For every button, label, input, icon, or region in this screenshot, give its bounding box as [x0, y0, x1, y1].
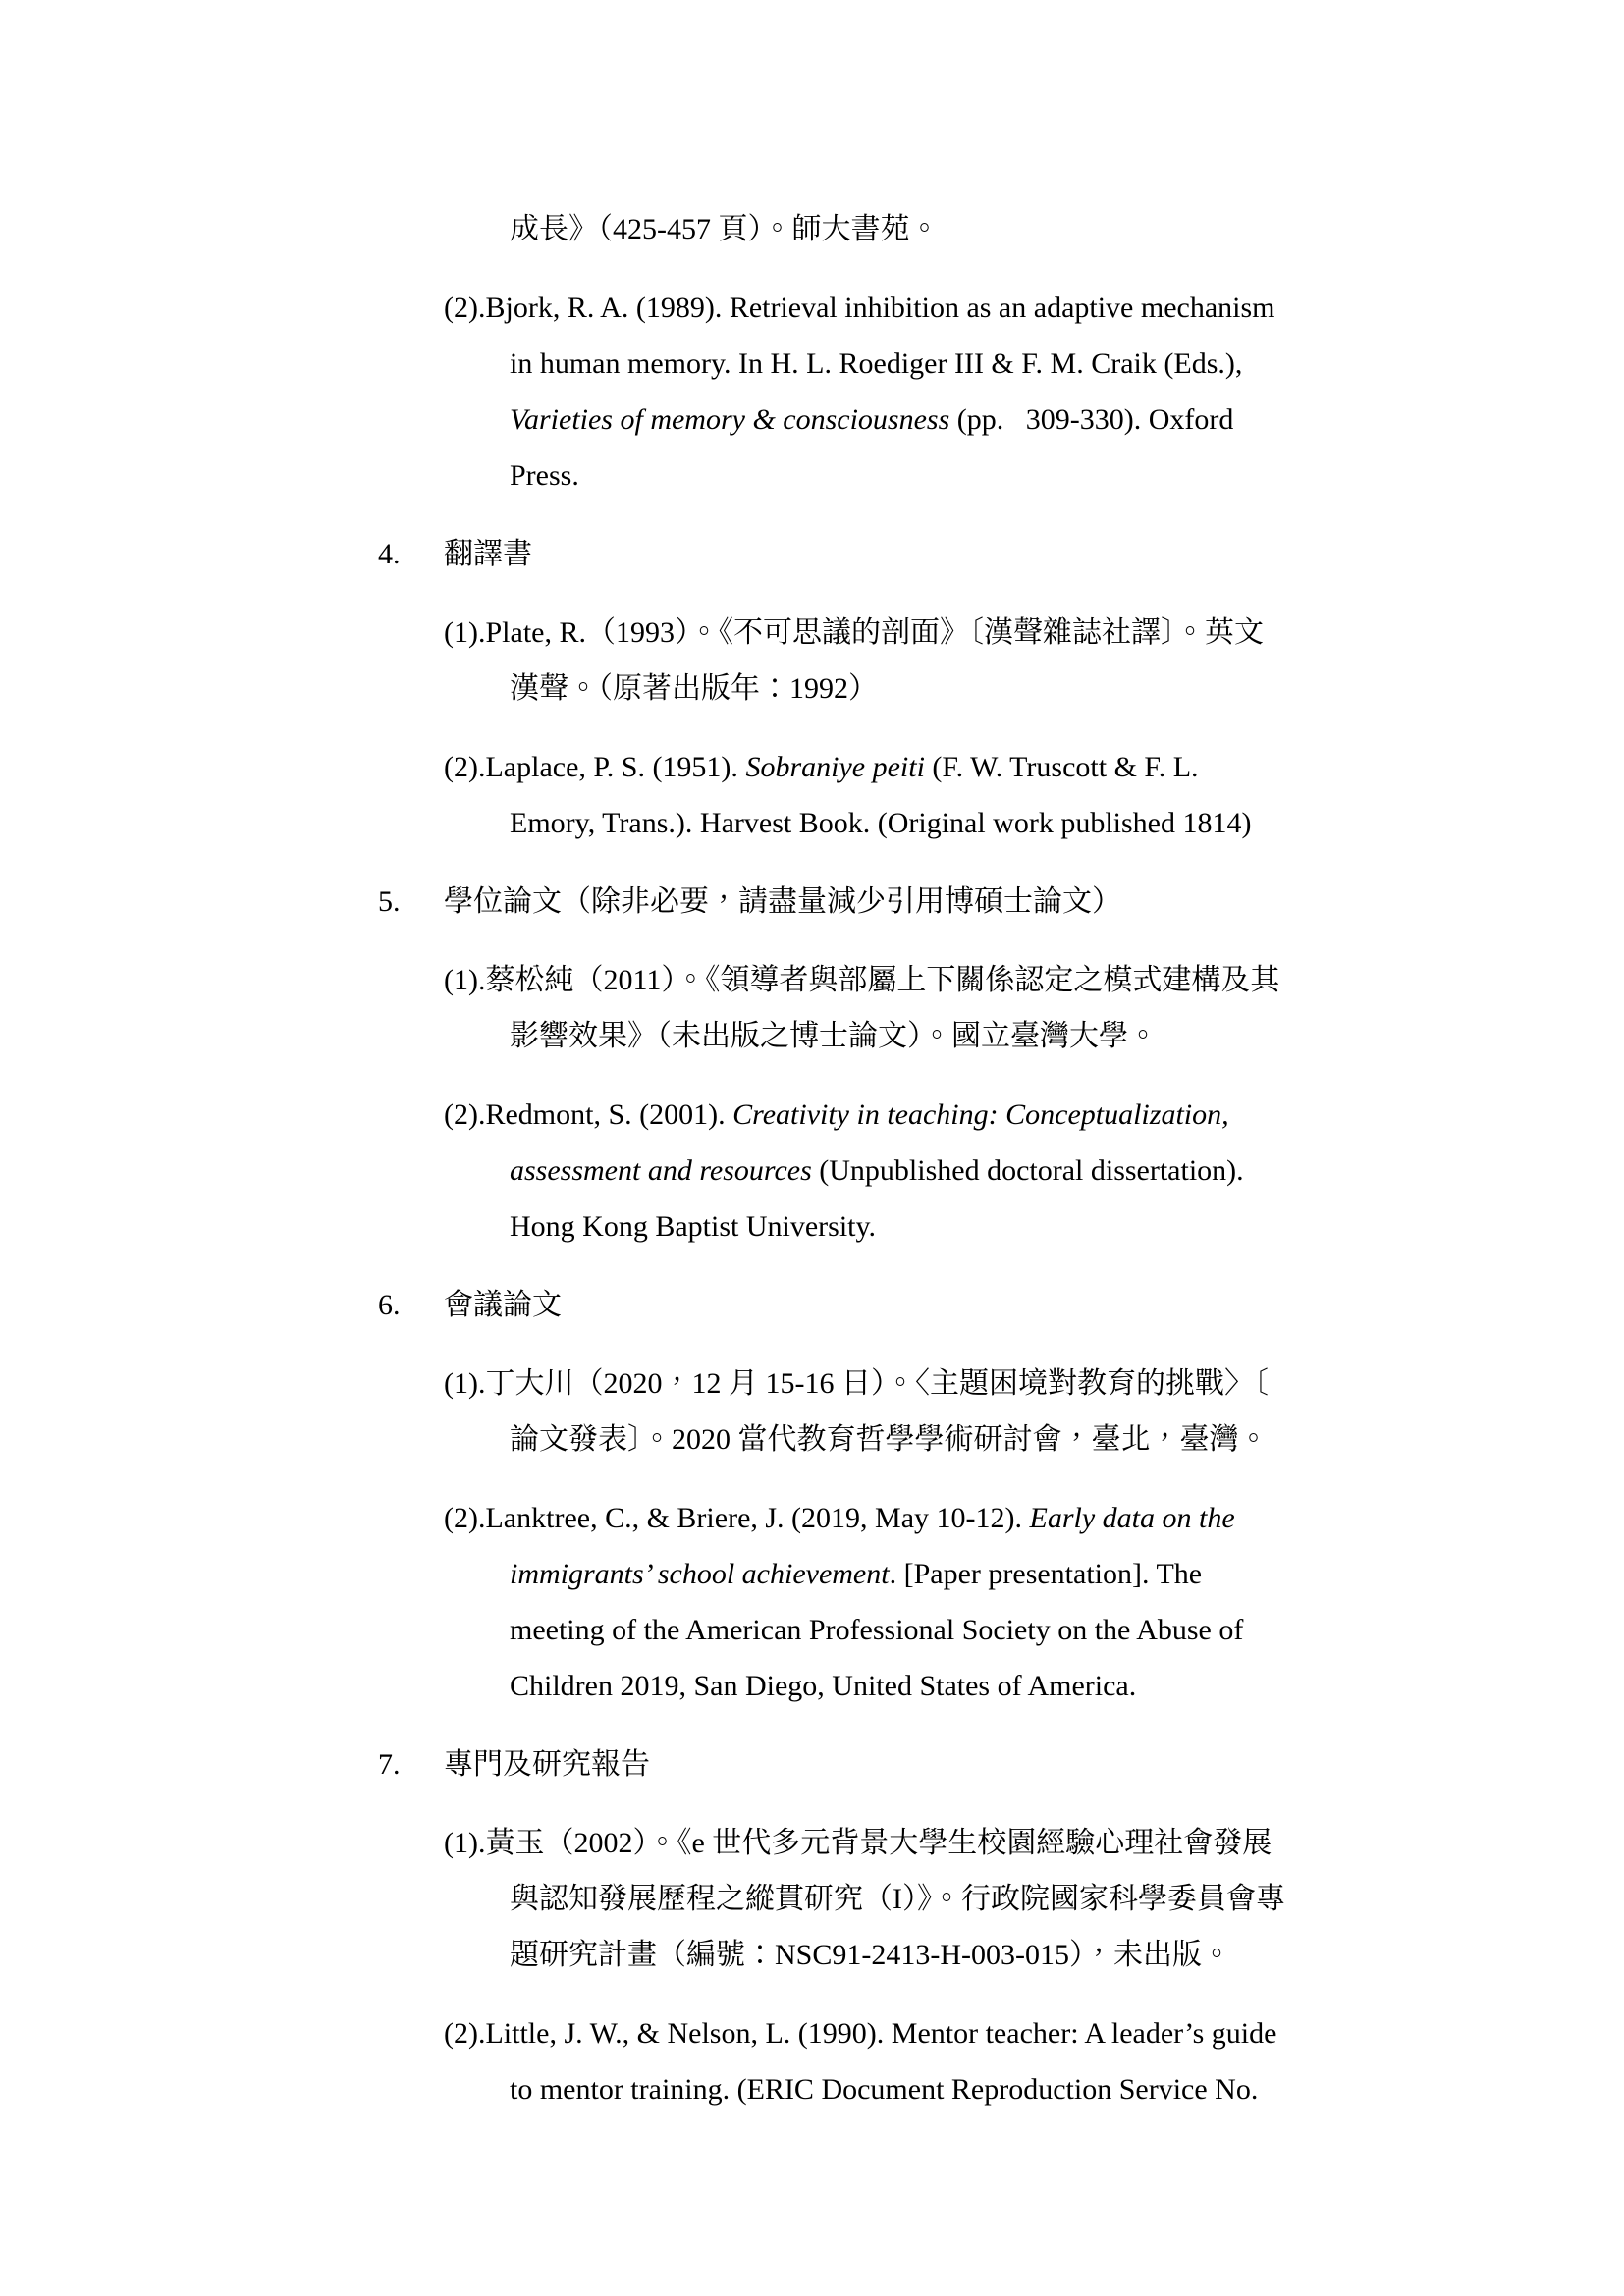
citation-line	[510, 201, 1624, 257]
citation-line	[510, 1008, 1624, 1064]
text-segment: (2).Lanktree, C., & Briere, J. (2019, May 10-12).	[444, 1502, 1030, 1534]
citation-item	[0, 1356, 1624, 1468]
text-segment: (2).Little, J. W., & Nelson, L. (1990). Mentor teacher: A leader’s guide	[444, 2017, 1277, 2050]
citation-line	[510, 1412, 1624, 1468]
text-segment: (2).Redmont, S. (2001).	[444, 1098, 733, 1131]
text-segment: to mentor training. (ERIC Document Reproduction Service No.	[510, 2073, 1259, 2106]
citation-line	[444, 1490, 1624, 1546]
text-segment: 漢聲。（原著出版年：1992）	[510, 672, 878, 705]
text-segment: (2).Laplace, P. S. (1951).	[444, 751, 746, 783]
citation-line	[510, 1658, 1624, 1714]
section-heading	[378, 1277, 1624, 1333]
citation-line	[444, 952, 1624, 1008]
text-segment: 論文發表〕。2020 當代教育哲學學術研討會，臺北，臺灣。	[510, 1423, 1269, 1456]
text-segment: Hong Kong Baptist University.	[510, 1210, 877, 1243]
citation-item	[0, 952, 1624, 1064]
section-title: 專門及研究報告	[444, 1748, 650, 1781]
text-segment: (2).Bjork, R. A. (1989). Retrieval inhibition as an adaptive mechanism	[444, 292, 1275, 324]
section-title: 學位論文（除非必要，請盡量減少引用博碩士論文）	[444, 885, 1121, 918]
citation-line	[510, 336, 1624, 392]
citation-line	[444, 2005, 1624, 2061]
citation-item	[0, 739, 1624, 851]
citation-line	[510, 1602, 1624, 1658]
citation-line	[510, 2061, 1624, 2117]
section-heading	[378, 874, 1624, 930]
citation-item	[0, 280, 1624, 504]
text-segment: in human memory. In H. L. Roediger III & F. M. Craik (Eds.),	[510, 347, 1243, 380]
citation-line	[444, 280, 1624, 336]
section-title: 會議論文	[444, 1289, 562, 1321]
text-segment: (pp. 309-330). Oxford	[949, 403, 1234, 436]
text-segment: Sobraniye peiti	[745, 751, 925, 783]
text-segment: (1).蔡松純（2011）。《領導者與部屬上下關係認定之模式建構及其	[444, 964, 1280, 996]
section-title: 翻譯書	[444, 538, 532, 570]
citation-line	[444, 739, 1624, 795]
text-segment: 影響效果》（未出版之博士論文）。國立臺灣大學。	[510, 1020, 1158, 1052]
citation-line	[510, 392, 1624, 448]
text-segment: 題研究計畫（編號：NSC91-2413-H-003-015），未出版。	[510, 1939, 1231, 1971]
section-heading	[378, 1736, 1624, 1792]
citation-line	[510, 1143, 1624, 1199]
citation-line	[444, 1356, 1624, 1412]
citation-item	[0, 605, 1624, 717]
section-number: 4.	[378, 538, 401, 570]
text-segment: 成長》（425-457 頁）。師大書苑。	[510, 213, 940, 245]
citation-line	[510, 795, 1624, 851]
text-segment: (Unpublished doctoral dissertation).	[811, 1154, 1244, 1187]
citation-line	[444, 605, 1624, 661]
citation-line	[510, 448, 1624, 504]
citation-item	[0, 2005, 1624, 2117]
citation-item	[0, 1087, 1624, 1255]
section-heading	[378, 526, 1624, 582]
citation-line	[510, 1199, 1624, 1255]
text-segment: (1).黃玉（2002）。《e 世代多元背景大學生校園經驗心理社會發展	[444, 1827, 1272, 1859]
section-number: 7.	[378, 1748, 401, 1781]
text-segment: meeting of the American Professional Society on the Abuse of	[510, 1614, 1244, 1646]
text-segment: Press.	[510, 459, 579, 492]
text-segment: . [Paper presentation]. The	[889, 1558, 1203, 1590]
citation-item	[0, 201, 1624, 257]
text-segment: Children 2019, San Diego, United States of America.	[510, 1670, 1137, 1702]
citation-line	[510, 661, 1624, 717]
text-segment: Early data on the	[1029, 1502, 1235, 1534]
text-segment: Emory, Trans.). Harvest Book. (Original work published 1814)	[510, 807, 1252, 839]
section-number: 5.	[378, 885, 401, 918]
text-segment: assessment and resources	[510, 1154, 812, 1187]
text-segment: (F. W. Truscott & F. L.	[924, 751, 1199, 783]
text-segment: 與認知發展歷程之縱貫研究（I）》。行政院國家科學委員會專	[510, 1883, 1285, 1915]
text-segment: Varieties of memory & consciousness	[510, 403, 950, 436]
text-segment: (1).Plate, R.（1993）。《不可思議的剖面》〔漢聲雜誌社譯〕。英文	[444, 616, 1264, 649]
citation-line	[510, 1546, 1624, 1602]
citation-item	[0, 1815, 1624, 1983]
citation-line	[510, 1871, 1624, 1927]
citation-line	[510, 1927, 1624, 1983]
text-segment: (1).丁大川（2020，12 月 15-16 日）。〈主題困境對教育的挑戰〉〔	[444, 1367, 1269, 1400]
section-number: 6.	[378, 1289, 401, 1321]
citation-line	[444, 1087, 1624, 1143]
citation-line	[444, 1815, 1624, 1871]
text-segment: immigrants’ school achievement	[510, 1558, 890, 1590]
citation-item	[0, 1490, 1624, 1714]
text-segment: Creativity in teaching: Conceptualization,	[732, 1098, 1229, 1131]
